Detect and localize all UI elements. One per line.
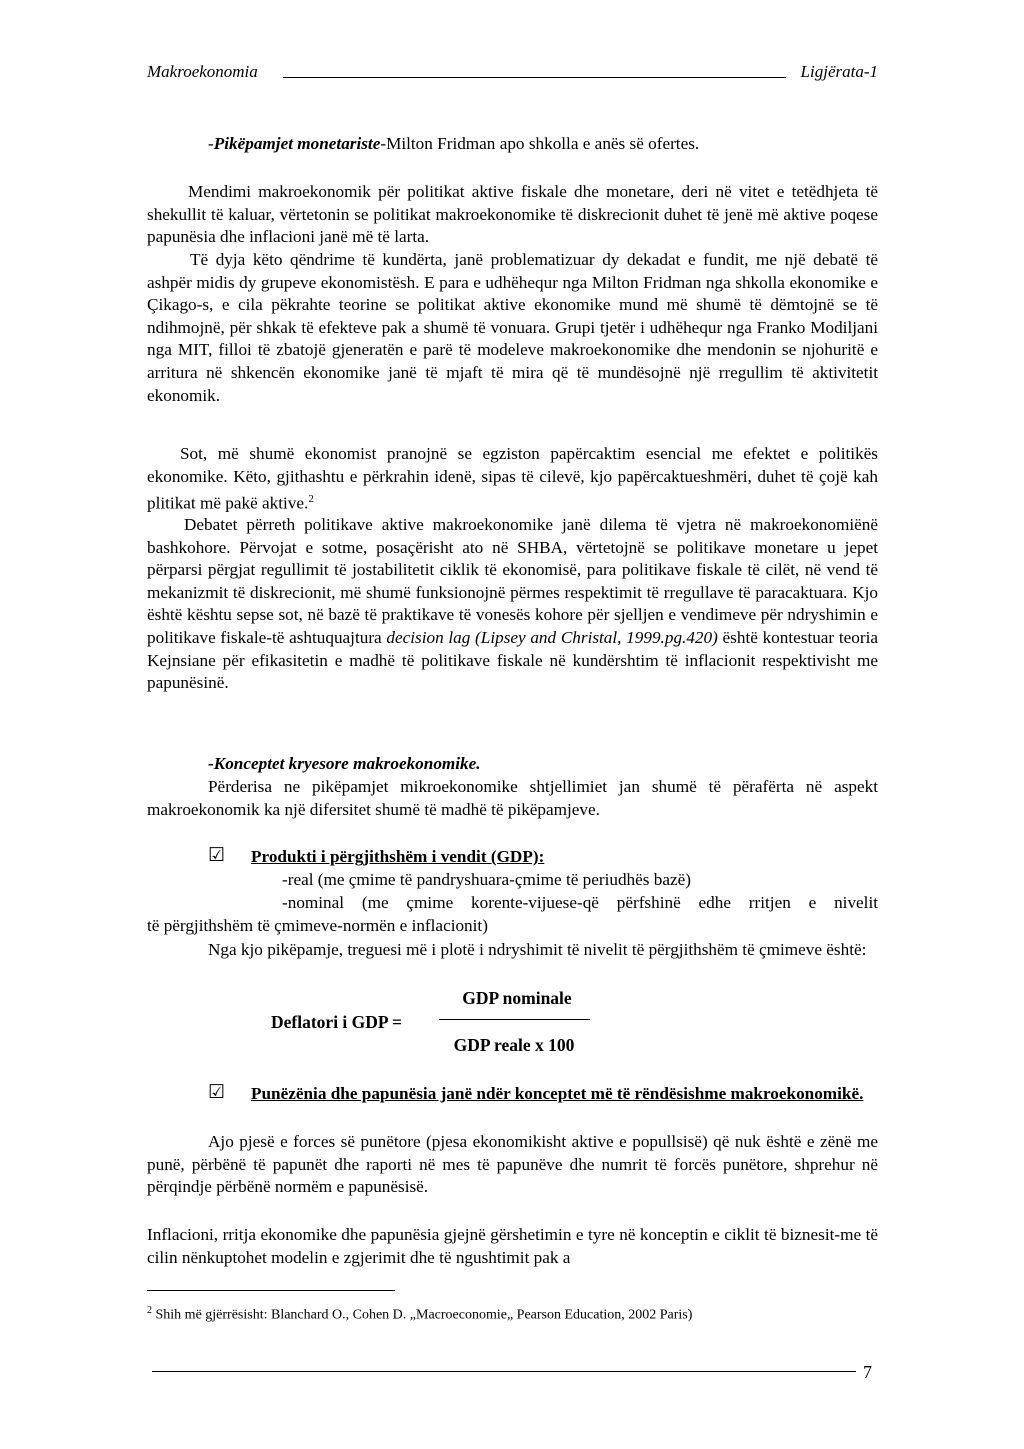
paragraph-3 <box>147 443 878 516</box>
footnote-text: Shih më gjërrësisht: Blanchard O., Cohen D. „Macroeconomie„ Pearson Education, 2002 Paris) <box>152 1307 693 1323</box>
page-number: 7 <box>863 1362 872 1382</box>
header-right: Ligjërata-1 <box>800 62 878 81</box>
paragraph-4-text-a: Debatet përreth politikave aktive makroekonomike janë dilema të vjetra në makroekonomiënë bashkohore. Përvojat e sotme, posaçërisht ato në SHBA, vërtetojnë se politikave monetare u jepet përparsi përgjat regullimit të jostabilitetit ciklik të ekonomisë, para politikave fiskale të cilët, në vend të mekanizmit të diskrecionit, më shumë funksionojnë përmes respektimit të rregullave të paracaktuara. Kjo është kështu sepse sot, në bazë të praktikave të vonesës kohore për sjelljen e vendimeve për ndryshimin e politikave fiskale-të ashtuquajtura <box>147 515 878 647</box>
paragraph-5: Përderisa ne pikëpamjet mikroekonomike shtjellimiet jan shumë të përafërta në aspekt makroekonomik ka një difersitet shumë të madhë të pikëpamjeve. <box>147 777 878 819</box>
checkbox-checked-icon: ☑ <box>208 1082 226 1103</box>
formula-numerator: GDP nominale <box>462 988 572 1008</box>
footnote <box>147 1302 692 1325</box>
formula-label: Deflatori i GDP = <box>271 1012 402 1032</box>
paragraph-4-citation: decision lag (Lipsey and Christal, 1999.pg.420) <box>386 627 718 647</box>
gdp-real: -real (me çmime të pandryshuara-çmime të periudhës bazë) <box>282 870 691 889</box>
view-heading: -Pikëpamjet monetariste-Milton Fridman apo shkolla e anës së ofertes. <box>208 134 700 153</box>
footnote-ref: 2 <box>308 493 314 506</box>
header-left: Makroekonomia <box>147 62 258 81</box>
paragraph-3-text: Sot, më shumë ekonomist pranojnë se egziston papërcaktim esencial me efektet e politikës ekonomike. Këto, gjithashtu e përkrahin idenë, sipas të cilevë, kjo papërcaktueshmëri, duhet të çojë kah plitikat më pakë aktive. <box>147 444 878 513</box>
paragraph-6: Nga kjo pikëpamje, treguesi më i plotë i ndryshimit të nivelit të përgjithshëm të çmimeve është: <box>208 940 867 959</box>
gdp-nominal-line2: të përgjithshëm të çmimeve-normën e inflacionit) <box>147 916 488 935</box>
paragraph-2: Të dyja këto qëndrime të kundërta, janë problematizuar dy dekadat e fundit, me një debatë të ashpër midis dy grupeve ekonomistësh. E para e udhëhequr nga Milton Fridman nga shkolla ekonomike e Çikago-s, e cila pëkrahte teorine se politikat aktive ekonomike mund më shumë të dëmtojnë se të ndihmojnë, për shkak të efekteve pak a shumë të vonuara. Grupi tjetër i udhëhequr nga Franko Modiljani nga MIT, filloi të zbatojë gjeneratën e parë të modeleve makroekonomike dhe mendonin se njohuritë e arritura në shkencën ekonomike janë të mjaft të mira që të mundësojnë një rregullim të aktivitetit ekonomik. <box>147 250 878 405</box>
checkbox-checked-icon: ☑ <box>208 845 226 866</box>
gdp-heading: Produkti i përgjithshëm i vendit (GDP): <box>251 847 545 866</box>
view-heading-rest: -Milton Fridman apo shkolla e anës së ofertes. <box>380 134 700 153</box>
footer-rule <box>152 1371 856 1372</box>
header-rule <box>283 77 786 78</box>
running-header <box>147 60 878 86</box>
concepts-heading: -Konceptet kryesore makroekonomike. <box>208 754 481 773</box>
fraction-bar <box>439 1019 590 1020</box>
paragraph-1: Mendimi makroekonomik për politikat aktive fiskale dhe monetare, deri në vitet e tetëdhjeta të shekullit të kaluar, vërtetonin se politikat makroekonomike të diskrecionit duhet të jenë më aktive poqese papunësia dhe inflacioni janë më të larta. <box>147 182 878 247</box>
formula-denominator: GDP reale x 100 <box>453 1035 575 1055</box>
paragraph-4 <box>147 514 878 695</box>
paragraph-8: Inflacioni, rritja ekonomike dhe papunësia gjejnë gërshetimin e tyre në konceptin e ciklit të biznesit-me të cilin nënkuptohet modelin e zgjerimit dhe të ngushtimit pak a <box>147 1225 878 1267</box>
paragraph-7: Ajo pjesë e forces së punëtore (pjesa ekonomikisht aktive e popullsisë) që nuk është e zënë me punë, përbënë të papunët dhe raporti në mes të papunëve dhe numrit të forcës punëtore, shprehur në përqindje përbënë normëm e papunësisë. <box>147 1132 878 1197</box>
view-heading-bold: Pikëpamjet monetariste <box>213 134 381 153</box>
footnote-number: 2 <box>147 1305 152 1316</box>
paragraph-4-text-b: është kontestuar teoria Kejnsiane për efikasitetin e madhë të politikave fiskale në kundërshtim të inflacionit respektivisht me papunësinë. <box>147 627 878 693</box>
gdp-nominal-line1: -nominal (me çmime korente-vijuese-që përfshinë edhe rritjen e nivelit <box>282 893 878 912</box>
employment-heading: Punëzënia dhe papunësia janë ndër konceptet më të rëndësishme makroekonomikë. <box>251 1084 864 1103</box>
footnote-rule <box>147 1290 395 1291</box>
